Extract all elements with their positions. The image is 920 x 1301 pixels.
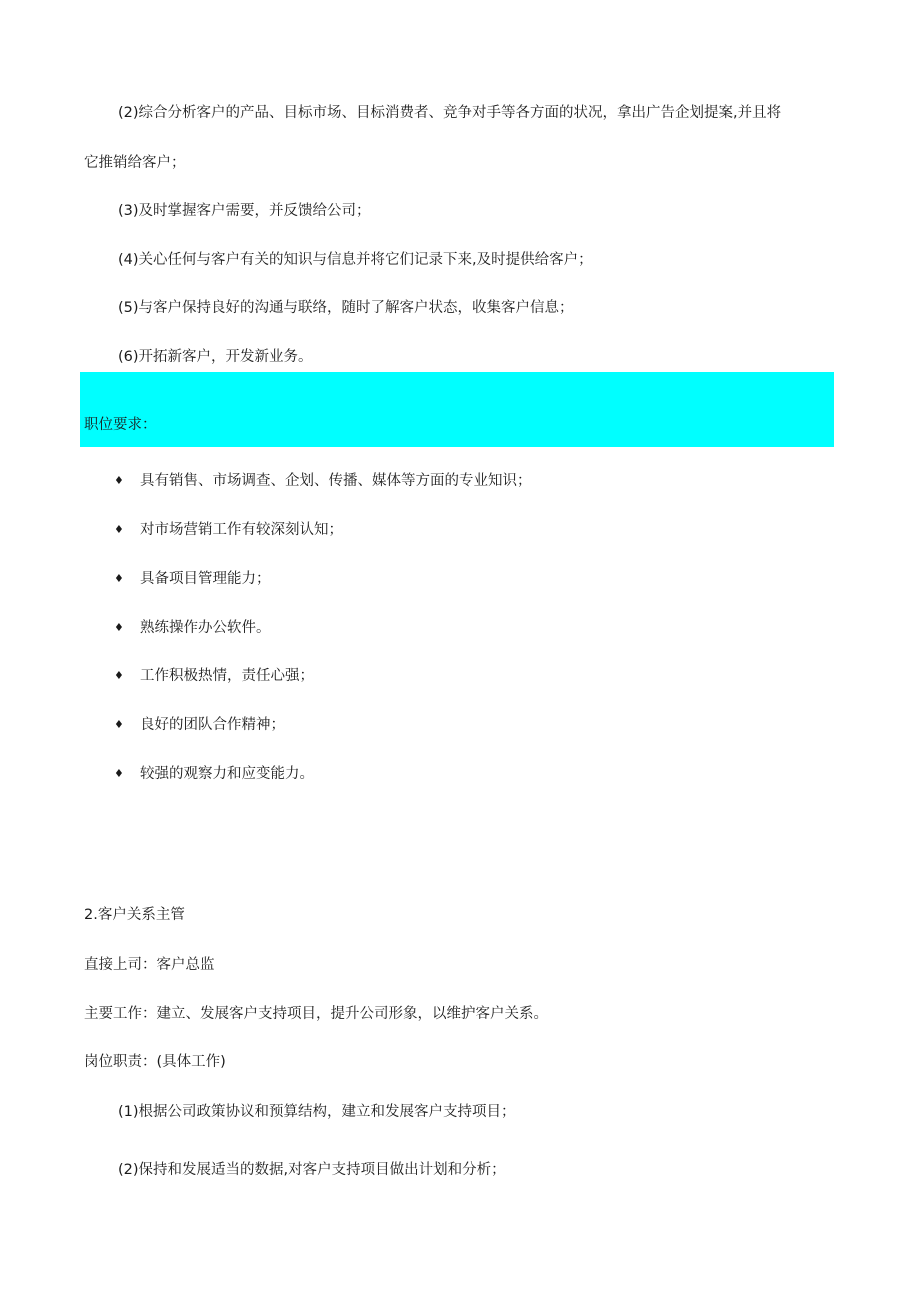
requirement-text: 较强的观察力和应变能力。 — [140, 766, 314, 782]
requirement-item — [114, 520, 343, 540]
requirements-heading: 职位要求： — [84, 417, 157, 433]
requirement-item — [114, 764, 314, 784]
duty-item-2-line-2: 它推销给客户； — [84, 155, 186, 171]
requirement-text: 具备项目管理能力； — [140, 571, 271, 587]
section-2-duty-2: (2)保持和发展适当的数据,对客户支持项目做出计划和分析； — [118, 1162, 506, 1178]
requirement-item — [114, 471, 532, 491]
diamond-bullet-icon: ♦ — [114, 523, 124, 536]
duty-item-6: (6)开拓新客户，开发新业务。 — [118, 349, 313, 365]
duty-item-4: (4)关心任何与客户有关的知识与信息并将它们记录下来,及时提供给客户； — [118, 252, 593, 268]
duty-item-5: (5)与客户保持良好的沟通与联络，随时了解客户状态，收集客户信息； — [118, 300, 574, 316]
duties-heading: 岗位职责：(具体工作) — [84, 1054, 226, 1070]
requirement-item — [114, 666, 314, 686]
requirement-text: 工作积极热情，责任心强； — [140, 668, 314, 684]
main-work: 主要工作：建立、发展客户支持项目，提升公司形象，以维护客户关系。 — [84, 1006, 548, 1022]
requirements-highlight-band — [80, 372, 834, 447]
diamond-bullet-icon: ♦ — [114, 718, 124, 731]
duty-item-2-line-1: (2)综合分析客户的产品、目标市场、目标消费者、竞争对手等各方面的状况，拿出广告企划提案,并且将 — [118, 105, 782, 121]
diamond-bullet-icon: ♦ — [114, 767, 124, 780]
direct-supervisor: 直接上司：客户总监 — [84, 957, 215, 973]
section-2-title: 2.客户关系主管 — [84, 907, 185, 923]
section-2-duty-1: (1)根据公司政策协议和预算结构，建立和发展客户支持项目； — [118, 1104, 516, 1120]
diamond-bullet-icon: ♦ — [114, 474, 124, 487]
requirement-text: 熟练操作办公软件。 — [140, 620, 271, 636]
requirement-text: 对市场营销工作有较深刻认知； — [140, 522, 343, 538]
diamond-bullet-icon: ♦ — [114, 669, 124, 682]
requirement-text: 具有销售、市场调查、企划、传播、媒体等方面的专业知识； — [140, 473, 532, 489]
diamond-bullet-icon: ♦ — [114, 621, 124, 634]
requirement-text: 良好的团队合作精神； — [140, 717, 285, 733]
duty-item-3: (3)及时掌握客户需要，并反馈给公司； — [118, 203, 371, 219]
requirement-item — [114, 569, 271, 589]
requirement-item — [114, 715, 285, 735]
requirement-item — [114, 618, 271, 638]
diamond-bullet-icon: ♦ — [114, 572, 124, 585]
